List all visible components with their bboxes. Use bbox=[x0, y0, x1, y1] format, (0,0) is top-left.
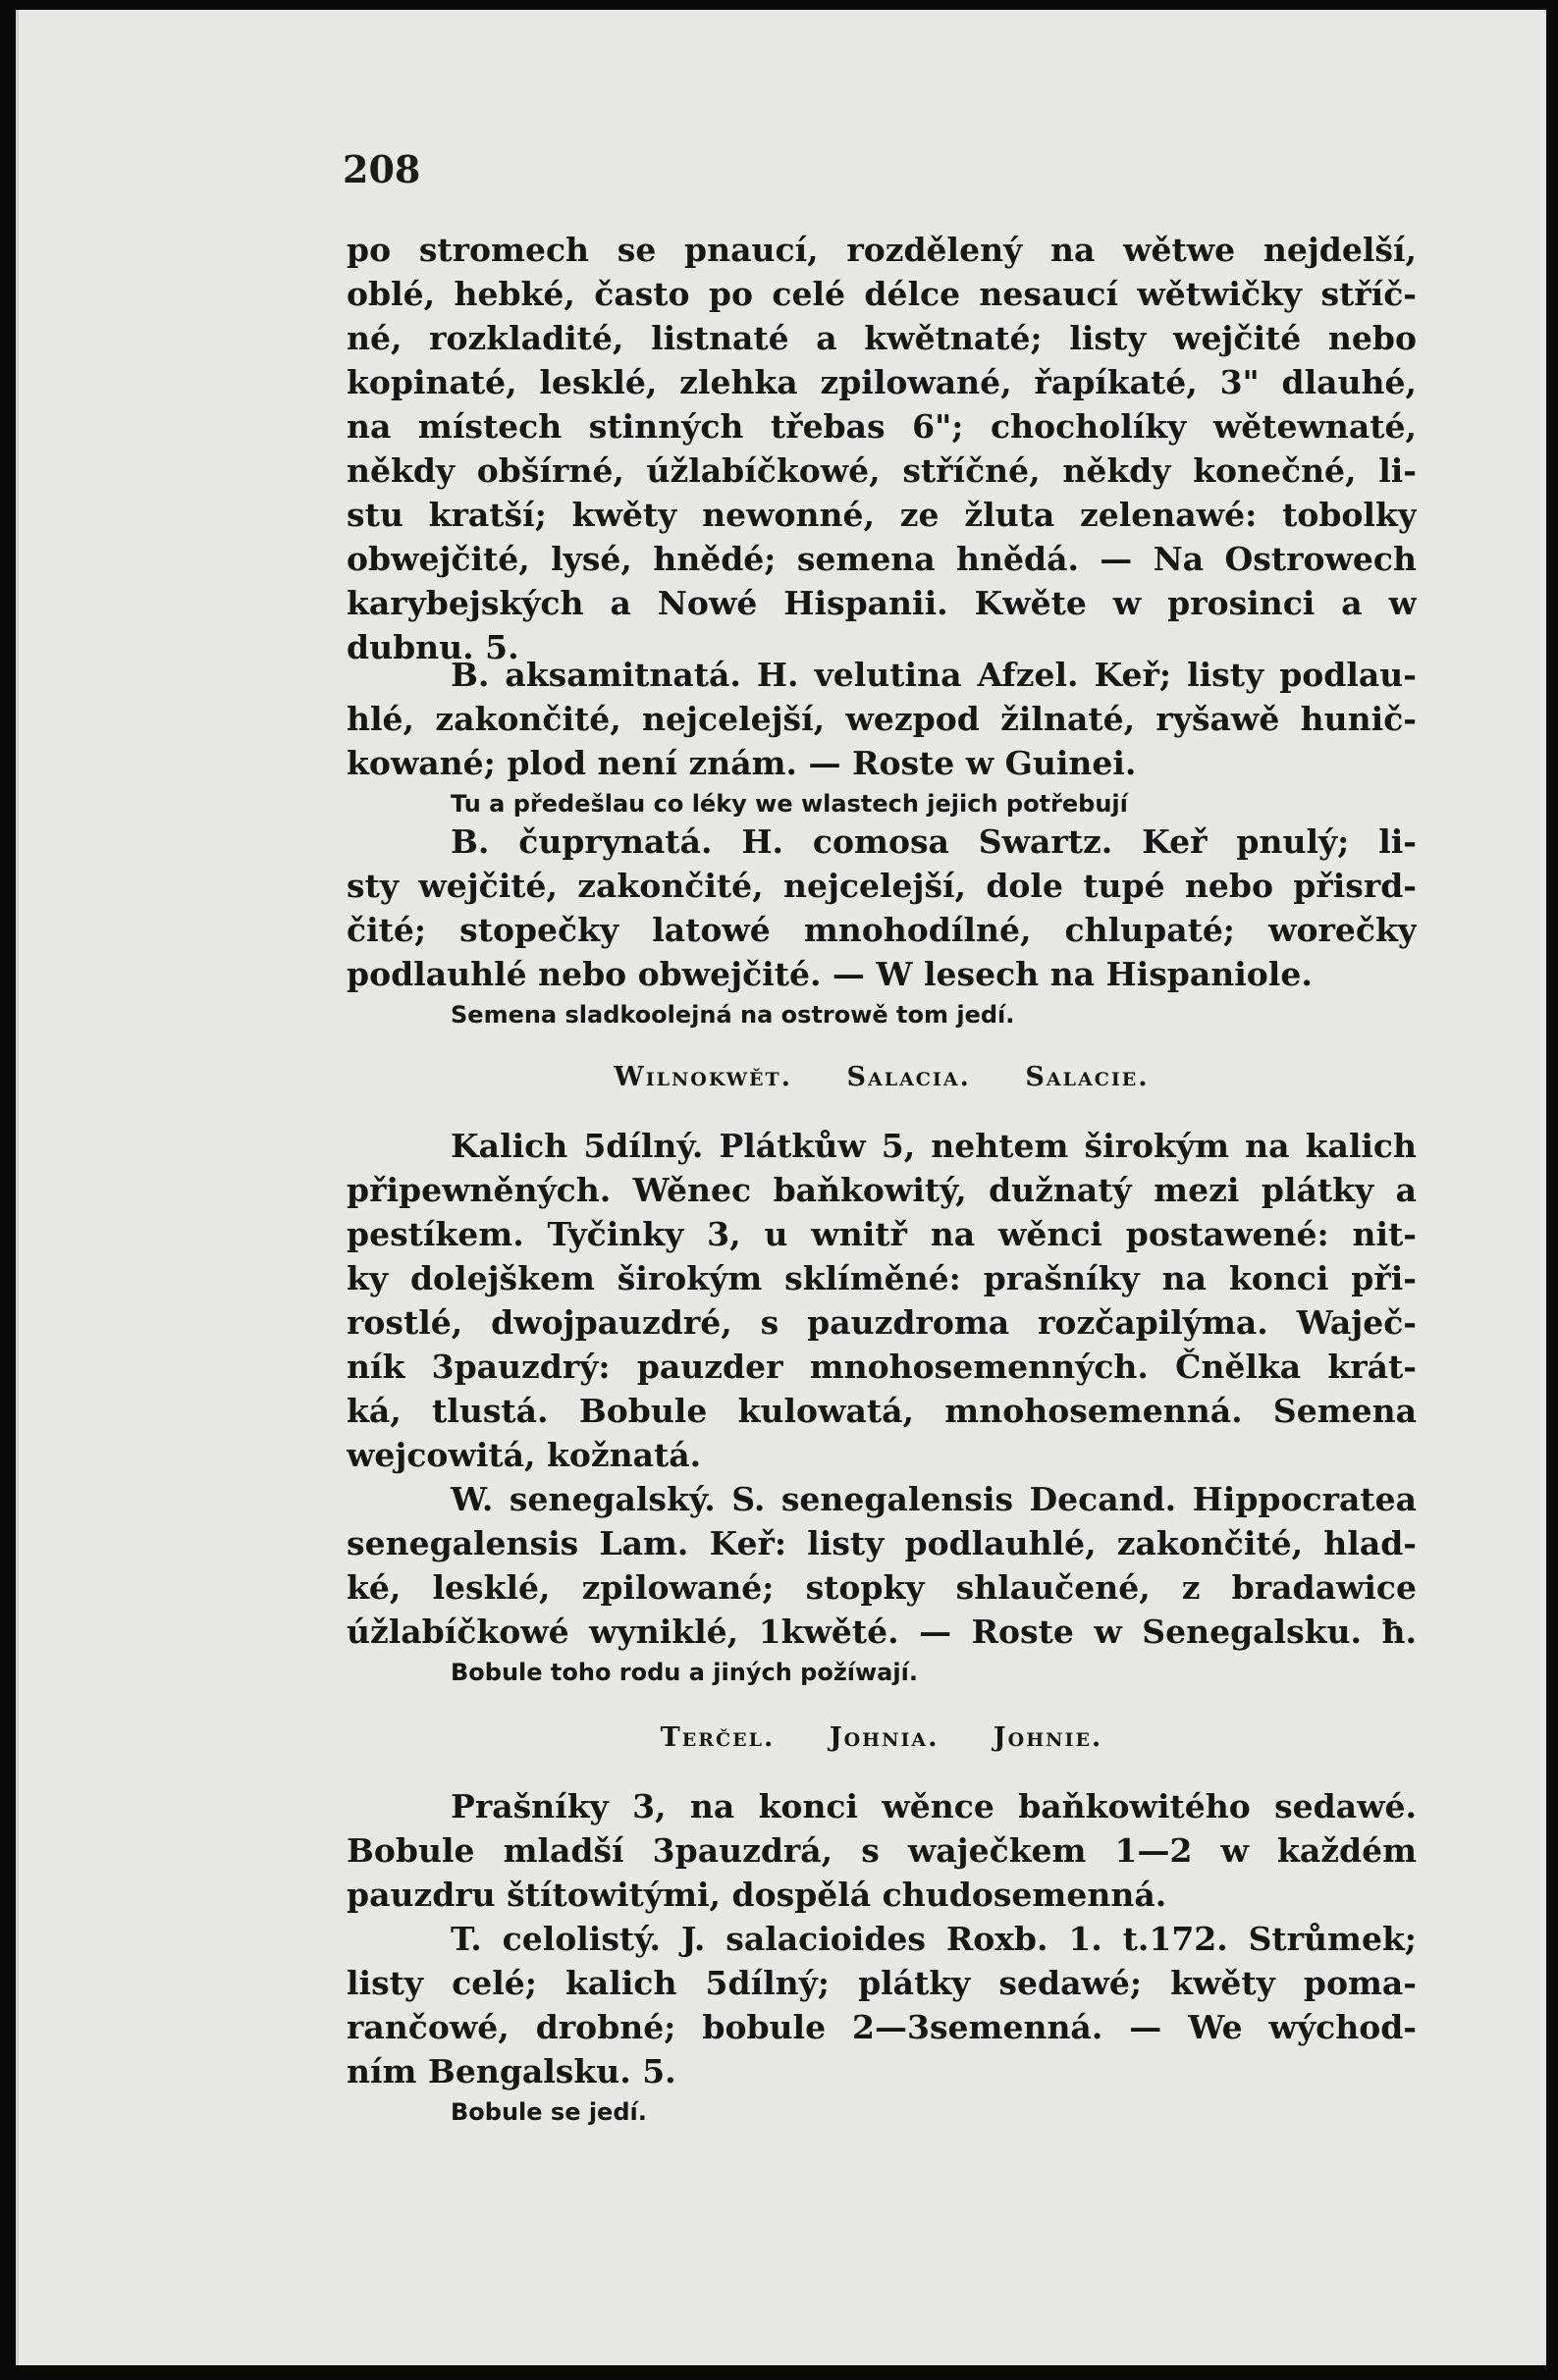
text-line: W. senegalský. S. senegalensis Decand. Hippocratea bbox=[451, 1480, 1417, 1518]
text-line: pestíkem. Tyčinky 3, u wnitř na wěnci postawené: nit- bbox=[347, 1215, 1417, 1253]
species-entry-velutina bbox=[347, 653, 1417, 822]
text-line: čité; stopečky latowé mnohodílné, chlupaté; worečky bbox=[347, 911, 1417, 949]
text-line: rančowé, drobné; bobule 2—3semenná. — We wýchod- bbox=[347, 2008, 1417, 2046]
genus-name-french: Johnie. bbox=[993, 1722, 1103, 1753]
genus-heading-johnia bbox=[347, 1722, 1417, 1753]
text-line: po stromech se pnaucí, rozdělený na wětwe nejdelší, bbox=[347, 231, 1417, 269]
genus-name-latin: Johnia. bbox=[829, 1722, 940, 1753]
species-entry-salacioides bbox=[347, 1917, 1417, 2131]
genus-name-czech: Terčel. bbox=[660, 1722, 776, 1753]
species-entry-senegalensis bbox=[347, 1477, 1417, 1691]
text-line: někdy obšírné, úžlabíčkowé, stříčné, někdy konečné, li- bbox=[347, 451, 1417, 490]
text-line: sty wejčité, zakončité, nejcelejší, dole tupé nebo přisrd- bbox=[347, 867, 1417, 905]
text-line: T. celolistý. J. salacioides Roxb. 1. t.172. Strůmek; bbox=[451, 1920, 1417, 1958]
genus-heading-salacia bbox=[347, 1062, 1417, 1092]
text-line: pauzdru štítowitými, dospělá chudosemenná. bbox=[347, 1876, 1167, 1914]
genus-name-french: Salacie. bbox=[1025, 1062, 1150, 1092]
text-line: ník 3pauzdrý: pauzder mnohosemenných. Čnělka krát- bbox=[347, 1348, 1417, 1386]
text-line: úžlabíčkowé wyniklé, 1kwěté. — Roste w Senegalsku. ħ. bbox=[347, 1613, 1417, 1651]
text-line: hlé, zakončité, nejcelejší, wezpod žilnaté, ryšawě hunič- bbox=[347, 700, 1417, 738]
text-line: dubnu. 5. bbox=[347, 628, 519, 666]
text-line: obwejčité, lysé, hnědé; semena hnědá. — Na Ostrowech bbox=[347, 540, 1417, 578]
text-line: Prašníky 3, na konci wěnce baňkowitého sedawé. bbox=[451, 1787, 1417, 1825]
text-line: wejcowitá, kožnatá. bbox=[347, 1436, 702, 1474]
text-line: kowané; plod není znám. — Roste w Guinei. bbox=[347, 744, 1137, 782]
text-line: připewněných. Wěnec baňkowitý, dužnatý mezi plátky a bbox=[347, 1171, 1417, 1209]
footnote: Tu a předešlau co léky we wlastech jejich potřebují bbox=[451, 790, 1128, 818]
text-line: stu kratší; kwěty newonné, ze žluta zelenawé: tobolky bbox=[347, 496, 1417, 534]
text-line: na místech stinných třebas 6"; chocholíky wětewnaté, bbox=[347, 407, 1417, 446]
text-line: listy celé; kalich 5dílný; plátky sedawé; kwěty poma- bbox=[347, 1964, 1417, 2002]
paragraph-continued bbox=[347, 228, 1417, 669]
genus-description-johnia bbox=[347, 1784, 1417, 1917]
page-number: 208 bbox=[343, 147, 421, 191]
footnote: Bobule toho rodu a jiných požíwají. bbox=[451, 1659, 918, 1686]
text-line: Kalich 5dílný. Plátkůw 5, nehtem širokým na kalich bbox=[451, 1127, 1417, 1165]
text-line: karybejských a Nowé Hispanii. Kwěte w prosinci a w bbox=[347, 584, 1417, 622]
footnote: Bobule se jedí. bbox=[451, 2098, 647, 2126]
text-line: ké, lesklé, zpilowané; stopky shlaučené, z bradawice bbox=[347, 1568, 1417, 1607]
text-line: ky dolejškem širokým sklíměné: prašníky na konci při- bbox=[347, 1259, 1417, 1297]
book-page bbox=[16, 10, 1546, 2365]
text-line: ká, tlustá. Bobule kulowatá, mnohosemenná. Semena bbox=[347, 1392, 1417, 1430]
species-entry-comosa bbox=[347, 820, 1417, 1033]
genus-name-latin: Salacia. bbox=[846, 1062, 971, 1092]
text-line: senegalensis Lam. Keř: listy podlauhlé, zakončité, hlad- bbox=[347, 1524, 1417, 1562]
footnote: Semena sladkoolejná na ostrowě tom jedí. bbox=[451, 1001, 1015, 1029]
text-line: oblé, hebké, často po celé délce nesaucí wětwičky stříč- bbox=[347, 275, 1417, 313]
text-line: né, rozkladité, listnaté a kwětnaté; listy wejčité nebo bbox=[347, 319, 1417, 357]
text-line: podlauhlé nebo obwejčité. — W lesech na Hispaniole. bbox=[347, 955, 1313, 993]
genus-name-czech: Wilnokwět. bbox=[614, 1062, 793, 1092]
text-line: B. aksamitnatá. H. velutina Afzel. Keř; listy podlau- bbox=[451, 656, 1417, 694]
genus-description-salacia bbox=[347, 1124, 1417, 1477]
text-line: kopinaté, lesklé, zlehka zpilowané, řapíkaté, 3" dlauhé, bbox=[347, 363, 1417, 401]
text-line: B. čuprynatá. H. comosa Swartz. Keř pnulý; li- bbox=[451, 822, 1417, 861]
text-line: Bobule mladší 3pauzdrá, s waječkem 1—2 w každém bbox=[347, 1831, 1417, 1870]
text-line: rostlé, dwojpauzdré, s pauzdroma rozčapilýma. Waječ- bbox=[347, 1303, 1417, 1342]
text-line: ním Bengalsku. 5. bbox=[347, 2052, 676, 2090]
